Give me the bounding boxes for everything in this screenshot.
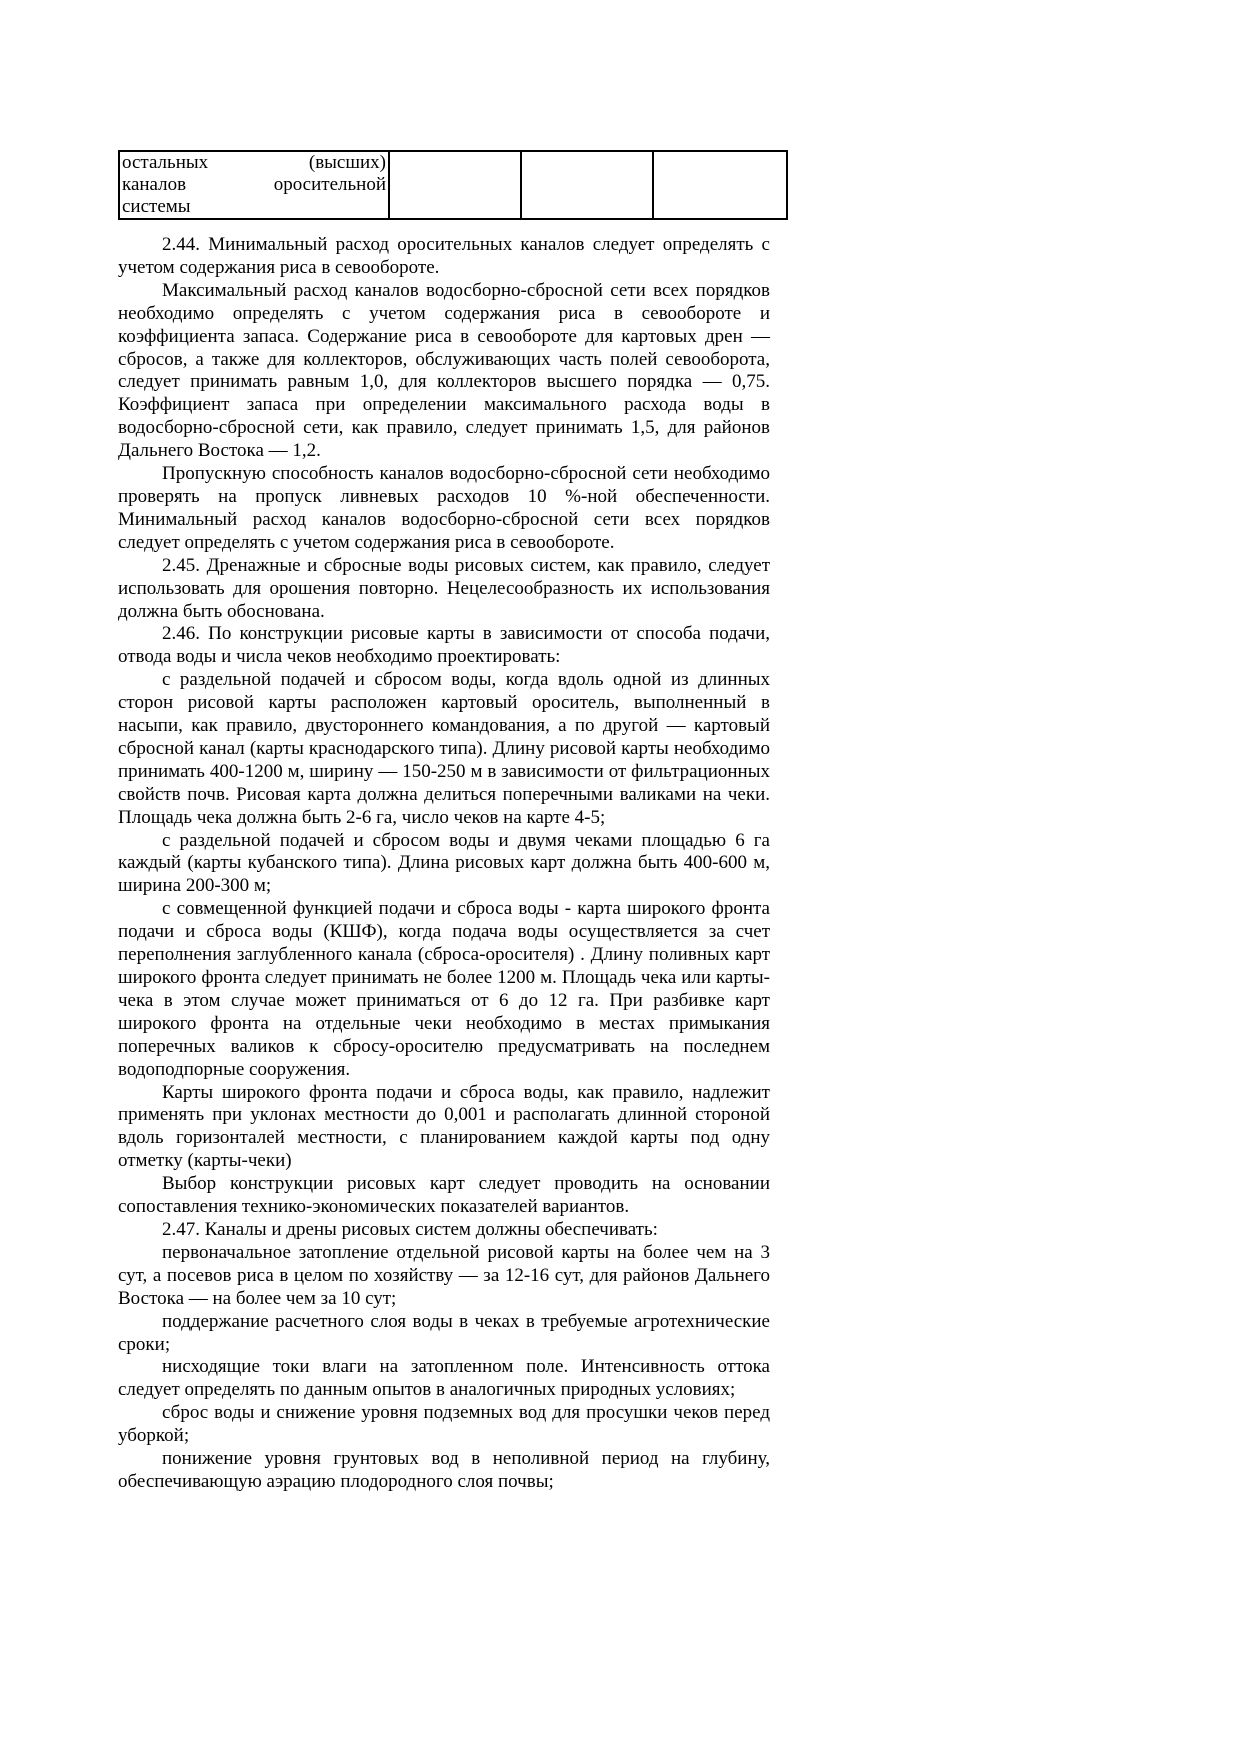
table-cell-empty (653, 151, 787, 219)
table-cell-empty (521, 151, 653, 219)
cell-line: системы (122, 196, 191, 217)
paragraph-2-45: 2.45. Дренажные и сбросные воды рисовых систем, как правило, следует использовать для орошения повторно. Нецелесообразность их использования должна быть обоснована. (118, 554, 770, 622)
paragraph-2-44: 2.44. Минимальный расход оросительных каналов следует определять с учетом содержания риса в севообороте. (118, 234, 770, 278)
paragraph-2-47: 2.47. Каналы и дрены рисовых систем должны обеспечивать: (162, 1218, 658, 1240)
body-text (118, 234, 770, 1494)
paragraph-wide-front-slopes: Карты широкого фронта подачи и сброса воды, как правило, надлежит применять при уклонах местности до 0,001 и располагать длинной стороной вдоль горизонталей местности, с планированием каждой карты под одну отметку (карты-чеки) (118, 1081, 770, 1172)
cell-line: каналов оросительной (122, 174, 386, 195)
paragraph-downward-flow: нисходящие токи влаги на затопленном поле. Интенсивность оттока следует определять по данным опытов в аналогичных природных условиях; (118, 1356, 770, 1401)
table-fragment (118, 150, 788, 220)
paragraph-initial-flooding: первоначальное затопление отдельной рисовой карты на более чем на 3 сут, а посевов риса в целом по хозяйству — за 12-16 сут, для районов Дальнего Востока — на более чем за 10 сут; (118, 1241, 770, 1309)
paragraph-2-46: 2.46. По конструкции рисовые карты в зависимости от способа подачи, отвода воды и числа чеков необходимо проектировать: (118, 623, 770, 668)
paragraph-krasnodar-type: с раздельной подачей и сбросом воды, когда вдоль одной из длинных сторон рисовой карты расположен картовый ороситель, выполненный в насыпи, как правило, двустороннего командования, а по другой — картовый сбросной канал (карты краснодарского типа). Длину рисовой карты необходимо принимать 400-1200 м, ширину — 150-250 м в зависимости от фильтрационных свойств почв. Рисовая карта должна делиться поперечными валиками на чеки. Площадь чека должна быть 2-6 га, число чеков на карте 4-5; (118, 669, 770, 828)
paragraph-drainage-before-harvest: сброс воды и снижение уровня подземных вод для просушки чеков перед уборкой; (118, 1402, 770, 1447)
paragraph-max-discharge: Максимальный расход каналов водосборно-сбросной сети всех порядков необходимо определять с учетом содержания риса в севообороте и коэффициента запаса. Содержание риса в севообороте для картовых дрен — сбросов, а также для коллекторов, обслуживающих часть полей севооборота, следует принимать равным 1,0, для коллекторов высшего порядка — 0,75. Коэффициент запаса при определении максимального расхода воды в водосборно-сбросной сети, как правило, следует принимать 1,5, для районов Дальнего Востока — 1,2. (118, 279, 770, 462)
table-cell-empty (389, 151, 521, 219)
paragraph-water-layer: поддержание расчетного слоя воды в чеках в требуемые агротехнические сроки; (118, 1310, 770, 1355)
table-cell-channel-type (119, 151, 389, 219)
paragraph-groundwater-lowering: понижение уровня грунтовых вод в неполивной период на глубину, обеспечивающую аэрацию плодородного слоя почвы; (118, 1448, 770, 1492)
paragraph-wide-front: с совмещенной функцией подачи и сброса воды - карта широкого фронта подачи и сброса воды (КШФ), когда подача воды осуществляется за счет переполнения заглубленного канала (сброса-оросителя) . Длину поливных карт широкого фронта следует принимать не более 1200 м. Площадь чека или карты-чека в этом случае может приниматься от 6 до 12 га. При разбивке карт широкого фронта на отдельные чеки необходимо в местах примыкания поперечных валиков к сбросу-оросителю предусматривать на последнем водоподпорные сооружения. (118, 898, 770, 1080)
paragraph-kuban-type: с раздельной подачей и сбросом воды и двумя чеками площадью 6 га каждый (карты кубанского типа). Длина рисовых карт должна быть 400-600 м, ширина 200-300 м; (118, 829, 770, 897)
paragraph-design-choice: Выбор конструкции рисовых карт следует проводить на основании сопоставления технико-экономических показателей вариантов. (118, 1173, 770, 1218)
cell-line: остальных (высших) (122, 152, 386, 173)
table-row (119, 151, 787, 219)
paragraph-capacity: Пропускную способность каналов водосборно-сбросной сети необходимо проверять на пропуск ливневых расходов 10 %-ной обеспеченности. Минимальный расход каналов водосборно-сбросной сети всех порядков следует определять с учетом содержания риса в севообороте. (118, 463, 770, 553)
